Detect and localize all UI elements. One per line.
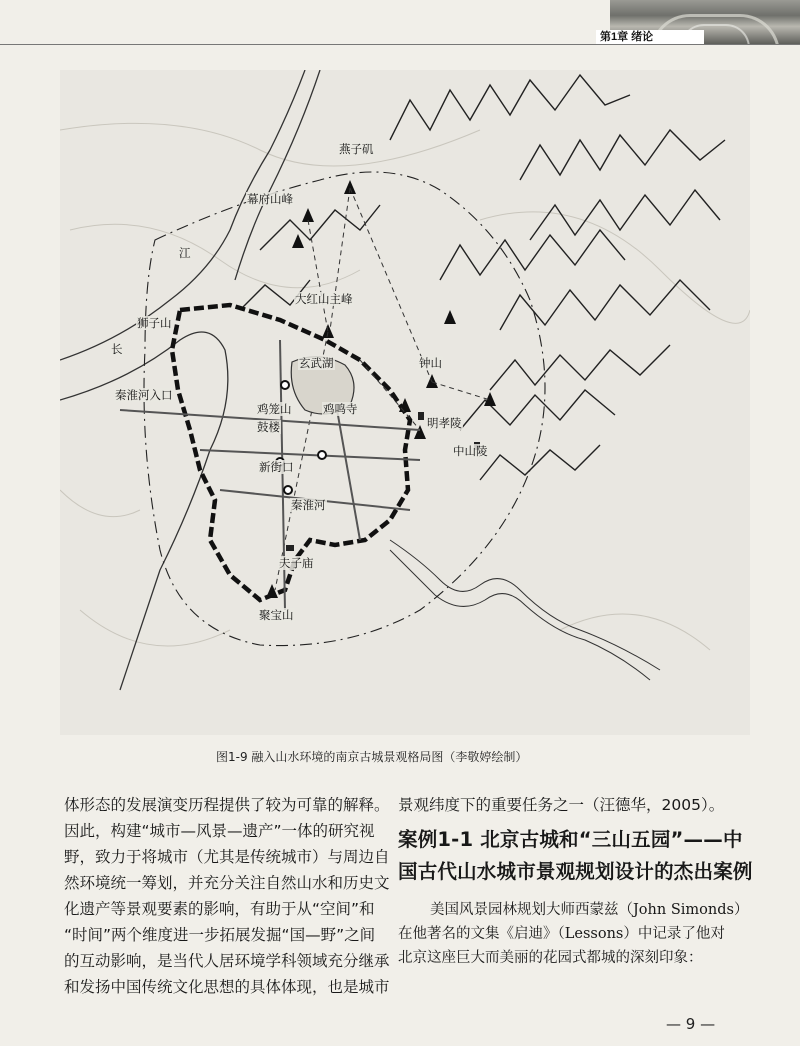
nanjing-landscape-map xyxy=(60,70,750,735)
case-intro-paragraph xyxy=(398,898,750,970)
label-dahong: 大红山主峰 xyxy=(295,292,353,306)
label-chang: 长 xyxy=(111,342,123,356)
label-jubao: 聚宝山 xyxy=(259,608,294,622)
quote-line: 在他著名的文集《启迪》（Lessons）中记录了他对 xyxy=(398,926,725,942)
figure-caption: 图1-9 融入山水环境的南京古城景观格局图（李敬婷绘制） xyxy=(216,750,528,764)
left-line: 然环境统一筹划，并充分关注自然山水和历史文 xyxy=(64,874,390,892)
label-qinhuai-entry: 秦淮河入口 xyxy=(115,388,173,402)
label-shizi: 狮子山 xyxy=(137,316,172,330)
page-number: — 9 — xyxy=(666,1015,716,1033)
left-line: 的互动影响，是当代人居环境学科领域充分继承 xyxy=(64,952,390,970)
quote-line: 北京这座巨大而美丽的花园式都城的深刻印象： xyxy=(398,950,703,966)
label-jiming-hill: 鸡笼山 xyxy=(257,402,292,416)
label-gulou: 鼓楼 xyxy=(257,420,280,434)
label-yanzi: 燕子矶 xyxy=(339,142,374,156)
label-qinhuaihe: 秦淮河 xyxy=(291,498,326,512)
header-rule xyxy=(0,44,800,45)
left-line: 因此，构建“城市—风景—遗产”一体的研究视 xyxy=(64,822,375,840)
quote-line: 美国风景园林规划大师西蒙兹（John Simonds） xyxy=(430,902,749,918)
label-xuanwu: 玄武湖 xyxy=(299,356,334,370)
label-mingxiao: 明孝陵 xyxy=(427,416,462,430)
case-title xyxy=(398,824,753,888)
label-fuzimiao: 夫子庙 xyxy=(279,556,314,570)
right-column xyxy=(398,792,753,970)
case-title-line: 案例1-1 北京古城和“三山五园”——中 xyxy=(398,828,743,851)
chapter-header-label: 第1章 绪论 xyxy=(596,30,704,44)
label-zhongshanling: 中山陵 xyxy=(453,444,488,458)
map-drawing xyxy=(60,70,750,735)
left-line: 体形态的发展演变历程提供了较为可靠的解释。 xyxy=(64,796,390,814)
label-jiang: 江 xyxy=(179,246,191,260)
label-jiming: 鸡鸣寺 xyxy=(323,402,358,416)
left-line: “时间”两个维度进一步拓展发掘“国—野”之间 xyxy=(64,926,376,944)
left-column xyxy=(64,792,390,1000)
label-mufu: 幕府山峰 xyxy=(247,192,293,206)
left-line: 和发扬中国传统文化思想的具体体现，也是城市 xyxy=(64,978,390,996)
label-xinjiekou: 新街口 xyxy=(259,460,294,474)
label-zhongshan: 钟山 xyxy=(419,356,442,370)
right-intro-line: 景观纬度下的重要任务之一（汪德华，2005）。 xyxy=(398,796,725,814)
left-line: 化遗产等景观要素的影响，有助于从“空间”和 xyxy=(64,900,375,918)
left-line: 野，致力于将城市（尤其是传统城市）与周边自 xyxy=(64,848,390,866)
case-title-line: 国古代山水城市景观规划设计的杰出案例 xyxy=(398,860,753,883)
